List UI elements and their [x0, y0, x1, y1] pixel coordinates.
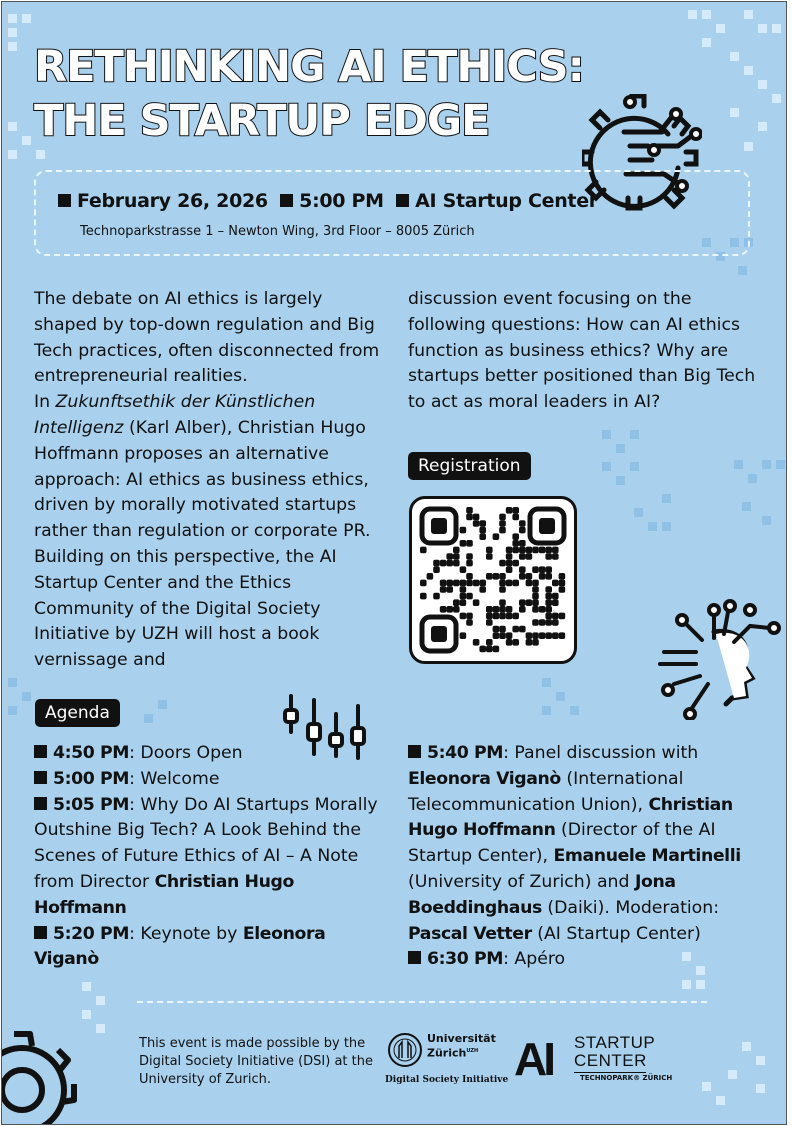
- qr-module: [532, 593, 539, 600]
- qr-module: [420, 580, 427, 587]
- qr-module: [499, 586, 506, 593]
- qr-module: [506, 566, 513, 573]
- event-date-line: [58, 190, 598, 212]
- footer-divider: [137, 1001, 707, 1003]
- qr-module: [519, 606, 526, 613]
- qr-module: [486, 639, 493, 646]
- qr-module: [499, 560, 506, 567]
- qr-module: [499, 573, 506, 580]
- qr-module: [519, 527, 526, 534]
- agenda-item: [34, 793, 384, 922]
- qr-module: [479, 580, 486, 587]
- intro-paragraph-1: The debate on AI ethics is largely shaped by top-down regulation and Big Tech practices, often disconnected from entrepreneurial realities.: [34, 289, 380, 387]
- intro-column-left: [34, 287, 384, 674]
- qr-module: [493, 626, 500, 633]
- qr-module: [506, 632, 513, 639]
- qr-module: [446, 580, 453, 587]
- qr-module: [499, 606, 506, 613]
- asc-word-2: CENTER: [574, 1051, 647, 1070]
- agenda-affiliation: (Director of the AI Startup Center),: [408, 820, 716, 867]
- qr-module: [460, 599, 467, 606]
- qr-module: [559, 573, 566, 580]
- ai-startup-center-logo[interactable]: [514, 1032, 673, 1092]
- agenda-sep: :: [129, 743, 141, 763]
- qr-module: [446, 586, 453, 593]
- title-line-2: THE STARTUP EDGE: [34, 96, 490, 146]
- qr-module: [526, 547, 533, 554]
- qr-module: [499, 580, 506, 587]
- qr-module: [552, 613, 559, 620]
- qr-module: [519, 599, 526, 606]
- qr-module: [519, 547, 526, 554]
- qr-module: [545, 599, 552, 606]
- qr-module: [446, 560, 453, 567]
- qr-module: [486, 547, 493, 554]
- qr-module: [532, 632, 539, 639]
- qr-module: [479, 646, 486, 653]
- title-line-1: RETHINKING AI ETHICS:: [34, 42, 584, 92]
- agenda-item: [408, 947, 768, 973]
- agenda-person: Eleonora Viganò: [408, 768, 561, 789]
- qr-module: [545, 566, 552, 573]
- bullet-square: [280, 194, 293, 207]
- qr-module: [559, 580, 566, 587]
- qr-module: [486, 573, 493, 580]
- qr-module: [552, 593, 559, 600]
- qr-module: [559, 632, 566, 639]
- qr-module: [559, 613, 566, 620]
- qr-module: [493, 646, 500, 653]
- uzh-line-2: Zürich: [427, 1046, 467, 1060]
- qr-module: [532, 547, 539, 554]
- qr-module: [545, 632, 552, 639]
- agenda-sep: :: [129, 794, 141, 815]
- registration-qr-code[interactable]: [409, 496, 577, 664]
- qr-module: [545, 586, 552, 593]
- agenda-sep: :: [129, 923, 141, 944]
- agenda-time: 5:40 PM: [427, 743, 504, 763]
- agenda-column-left: [34, 741, 384, 973]
- qr-module: [532, 580, 539, 587]
- qr-module: [420, 547, 427, 554]
- qr-module: [486, 553, 493, 560]
- qr-module: [545, 547, 552, 554]
- registration-label: Registration: [408, 452, 531, 480]
- qr-module: [499, 514, 506, 521]
- qr-module: [519, 553, 526, 560]
- qr-module: [552, 619, 559, 626]
- qr-module: [545, 593, 552, 600]
- qr-module: [499, 520, 506, 527]
- technopark-label: TECHNOPARK® ZÜRICH: [580, 1074, 673, 1082]
- uzh-sup: UZH: [466, 1048, 479, 1054]
- qr-module: [532, 599, 539, 606]
- qr-module: [506, 613, 513, 620]
- qr-module: [545, 606, 552, 613]
- qr-module: [552, 553, 559, 560]
- qr-module: [532, 586, 539, 593]
- agenda-sep: :: [503, 949, 515, 970]
- agenda-affiliation: (International Telecommunication Union),: [408, 768, 684, 815]
- agenda-affiliation: (University of Zurich) and: [408, 871, 635, 892]
- qr-module: [460, 540, 467, 547]
- qr-module: [453, 580, 460, 587]
- bullet-square: [34, 771, 47, 784]
- qr-module: [466, 593, 473, 600]
- agenda-text: Why Do AI Startups Morally Outshine Big Tech? A Look Behind the Scenes of Future Ethics of AI – A Note from Director: [34, 794, 378, 892]
- qr-module: [479, 527, 486, 534]
- qr-module: [506, 639, 513, 646]
- agenda-text: Welcome: [140, 768, 220, 789]
- intro-paragraph-3: discussion event focusing on the following questions: How can AI ethics function as business ethics? Why are startups better positioned than Big Tech to act as moral leaders in AI?: [408, 289, 756, 413]
- dsi-name: Digital Society Initiative: [385, 1075, 509, 1085]
- qr-module: [526, 639, 533, 646]
- qr-module: [532, 639, 539, 646]
- qr-module: [512, 533, 519, 540]
- agenda-item: [34, 922, 384, 974]
- qr-module: [506, 606, 513, 613]
- agenda-item: [34, 767, 384, 793]
- qr-module: [460, 593, 467, 600]
- agenda-time: 6:30 PM: [427, 949, 504, 970]
- qr-module: [453, 553, 460, 560]
- qr-module: [453, 560, 460, 567]
- qr-module: [486, 606, 493, 613]
- qr-module: [519, 573, 526, 580]
- qr-module: [453, 599, 460, 606]
- agenda-person: Emanuele Martinelli: [553, 846, 741, 867]
- qr-module: [539, 606, 546, 613]
- qr-module: [512, 626, 519, 633]
- event-address: Technoparkstrasse 1 – Newton Wing, 3rd Floor – 8005 Zürich: [80, 224, 475, 239]
- qr-module: [493, 573, 500, 580]
- poster: [1, 1, 787, 1125]
- qr-module: [499, 527, 506, 534]
- bullet-square: [34, 797, 47, 810]
- qr-module: [473, 639, 480, 646]
- qr-module: [506, 547, 513, 554]
- qr-module: [506, 560, 513, 567]
- intro-text: (Karl Alber), Christian Hugo Hoffmann proposes an alternative approach: AI ethics as business ethics, driven by morally motivated startups rather than regulation or corporate PR. Building on this perspective, the AI Startup Center and the Ethics Community of the Digital Society Initiative by UZH will host a book vernissage and: [34, 417, 371, 671]
- intro-text: In: [34, 392, 56, 413]
- qr-module: [493, 606, 500, 613]
- ai-head-icon: [652, 598, 782, 720]
- qr-module: [473, 520, 480, 527]
- asc-rule: [574, 1072, 646, 1073]
- qr-module: [512, 639, 519, 646]
- qr-module: [506, 580, 513, 587]
- qr-module: [433, 560, 440, 567]
- qr-module: [552, 632, 559, 639]
- event-venue: AI Startup Center: [415, 190, 598, 212]
- asc-word-1: STARTUP: [574, 1033, 656, 1052]
- qr-module: [479, 520, 486, 527]
- qr-module: [545, 553, 552, 560]
- qr-module: [440, 580, 447, 587]
- qr-module: [486, 619, 493, 626]
- qr-module: [460, 566, 467, 573]
- agenda-label: Agenda: [35, 699, 120, 727]
- agenda-time: 4:50 PM: [53, 743, 130, 763]
- qr-module: [545, 573, 552, 580]
- qr-module: [512, 547, 519, 554]
- qr-module: [460, 580, 467, 587]
- qr-module: [466, 619, 473, 626]
- qr-module: [539, 566, 546, 573]
- qr-module: [466, 553, 473, 560]
- qr-module: [519, 520, 526, 527]
- qr-module: [493, 632, 500, 639]
- qr-module: [499, 626, 506, 633]
- asc-ai-mark: AI: [514, 1033, 552, 1085]
- qr-module: [512, 514, 519, 521]
- qr-module: [473, 599, 480, 606]
- bullet-square: [396, 194, 409, 207]
- qr-module: [440, 606, 447, 613]
- qr-module: [479, 586, 486, 593]
- intro-column-right: [408, 287, 773, 416]
- qr-module: [532, 566, 539, 573]
- agenda-time: 5:20 PM: [53, 923, 130, 944]
- qr-module: [433, 593, 440, 600]
- agenda-time: 5:00 PM: [53, 768, 130, 789]
- bullet-square: [408, 745, 421, 758]
- qr-module: [512, 560, 519, 567]
- uzh-logo[interactable]: [385, 1030, 509, 1090]
- qr-module: [433, 566, 440, 573]
- qr-module: [479, 533, 486, 540]
- qr-module: [526, 553, 533, 560]
- footer-note: This event is made possible by the Digital Society Initiative (DSI) at the University of Zurich.: [139, 1036, 373, 1087]
- qr-module: [466, 540, 473, 547]
- agenda-item: [34, 741, 384, 767]
- bullet-square: [34, 745, 47, 758]
- uzh-seal-icon: [387, 1030, 423, 1070]
- qr-module: [552, 599, 559, 606]
- agenda-sep: :: [129, 768, 141, 789]
- qr-module: [526, 632, 533, 639]
- qr-module: [493, 613, 500, 620]
- qr-module: [486, 646, 493, 653]
- bullet-square: [58, 194, 71, 207]
- book-title: Zukunftsethik der Künstlichen Intelligenz: [34, 392, 316, 438]
- qr-module: [493, 533, 500, 540]
- qr-module: [539, 573, 546, 580]
- qr-module: [512, 580, 519, 587]
- agenda-affiliation: (AI Startup Center): [531, 923, 701, 944]
- qr-module: [512, 540, 519, 547]
- qr-module: [552, 580, 559, 587]
- agenda-item-panel: [408, 741, 768, 947]
- bullet-square: [34, 926, 47, 939]
- qr-module: [559, 586, 566, 593]
- agenda-person: Christian Hugo Hoffmann: [34, 871, 294, 918]
- qr-module: [552, 547, 559, 554]
- agenda-person: Jona Boeddinghaus: [408, 871, 676, 918]
- qr-module: [460, 527, 467, 534]
- qr-module: [532, 619, 539, 626]
- event-date: February 26, 2026: [77, 190, 268, 212]
- qr-module: [466, 580, 473, 587]
- qr-module: [499, 632, 506, 639]
- qr-module: [473, 514, 480, 521]
- qr-module: [453, 547, 460, 554]
- agenda-text: Doors Open: [140, 743, 243, 763]
- qr-module: [506, 507, 513, 514]
- qr-module: [440, 560, 447, 567]
- qr-module: [539, 547, 546, 554]
- qr-module: [519, 626, 526, 633]
- page-title: [34, 40, 584, 148]
- qr-module: [460, 586, 467, 593]
- uzh-line-1: Universität: [427, 1032, 496, 1045]
- event-details-box: [34, 170, 750, 256]
- qr-module: [466, 613, 473, 620]
- qr-module: [473, 580, 480, 587]
- agenda-time: 5:05 PM: [53, 794, 130, 815]
- qr-module: [545, 613, 552, 620]
- agenda-column-right: [408, 741, 768, 973]
- qr-module: [486, 613, 493, 620]
- qr-module: [446, 606, 453, 613]
- qr-module: [460, 613, 467, 620]
- bullet-square: [408, 951, 421, 964]
- agenda-text: : Panel discussion with: [503, 743, 699, 763]
- qr-module: [512, 613, 519, 620]
- qr-module: [539, 632, 546, 639]
- qr-module: [453, 606, 460, 613]
- qr-module: [466, 507, 473, 514]
- qr-module: [499, 599, 506, 606]
- qr-module: [526, 599, 533, 606]
- qr-module: [499, 613, 506, 620]
- qr-module: [460, 632, 467, 639]
- intro-paragraph-2: [34, 390, 384, 674]
- agenda-affiliation: (Daiki). Moderation:: [541, 897, 720, 918]
- qr-module: [506, 553, 513, 560]
- agenda-text: Apéro: [514, 949, 566, 970]
- qr-module: [466, 573, 473, 580]
- qr-module: [519, 566, 526, 573]
- agenda-text: Keynote by: [140, 923, 243, 944]
- qr-module: [440, 586, 447, 593]
- qr-module: [427, 573, 434, 580]
- qr-code-icon: [412, 499, 574, 661]
- qr-module: [545, 619, 552, 626]
- qr-module: [466, 560, 473, 567]
- qr-module: [446, 553, 453, 560]
- agenda-person: Eleonora Viganò: [34, 923, 326, 970]
- agenda-person: Christian Hugo Hoffmann: [408, 794, 733, 841]
- qr-module: [420, 593, 427, 600]
- qr-module: [512, 507, 519, 514]
- uzh-name: [427, 1032, 496, 1060]
- qr-module: [526, 573, 533, 580]
- qr-module: [466, 514, 473, 521]
- event-time: 5:00 PM: [299, 190, 384, 212]
- qr-module: [532, 606, 539, 613]
- agenda-person: Pascal Vetter: [408, 923, 532, 944]
- qr-module: [539, 619, 546, 626]
- gear-corner-icon: [1, 1028, 92, 1125]
- qr-module: [519, 540, 526, 547]
- qr-module: [526, 580, 533, 587]
